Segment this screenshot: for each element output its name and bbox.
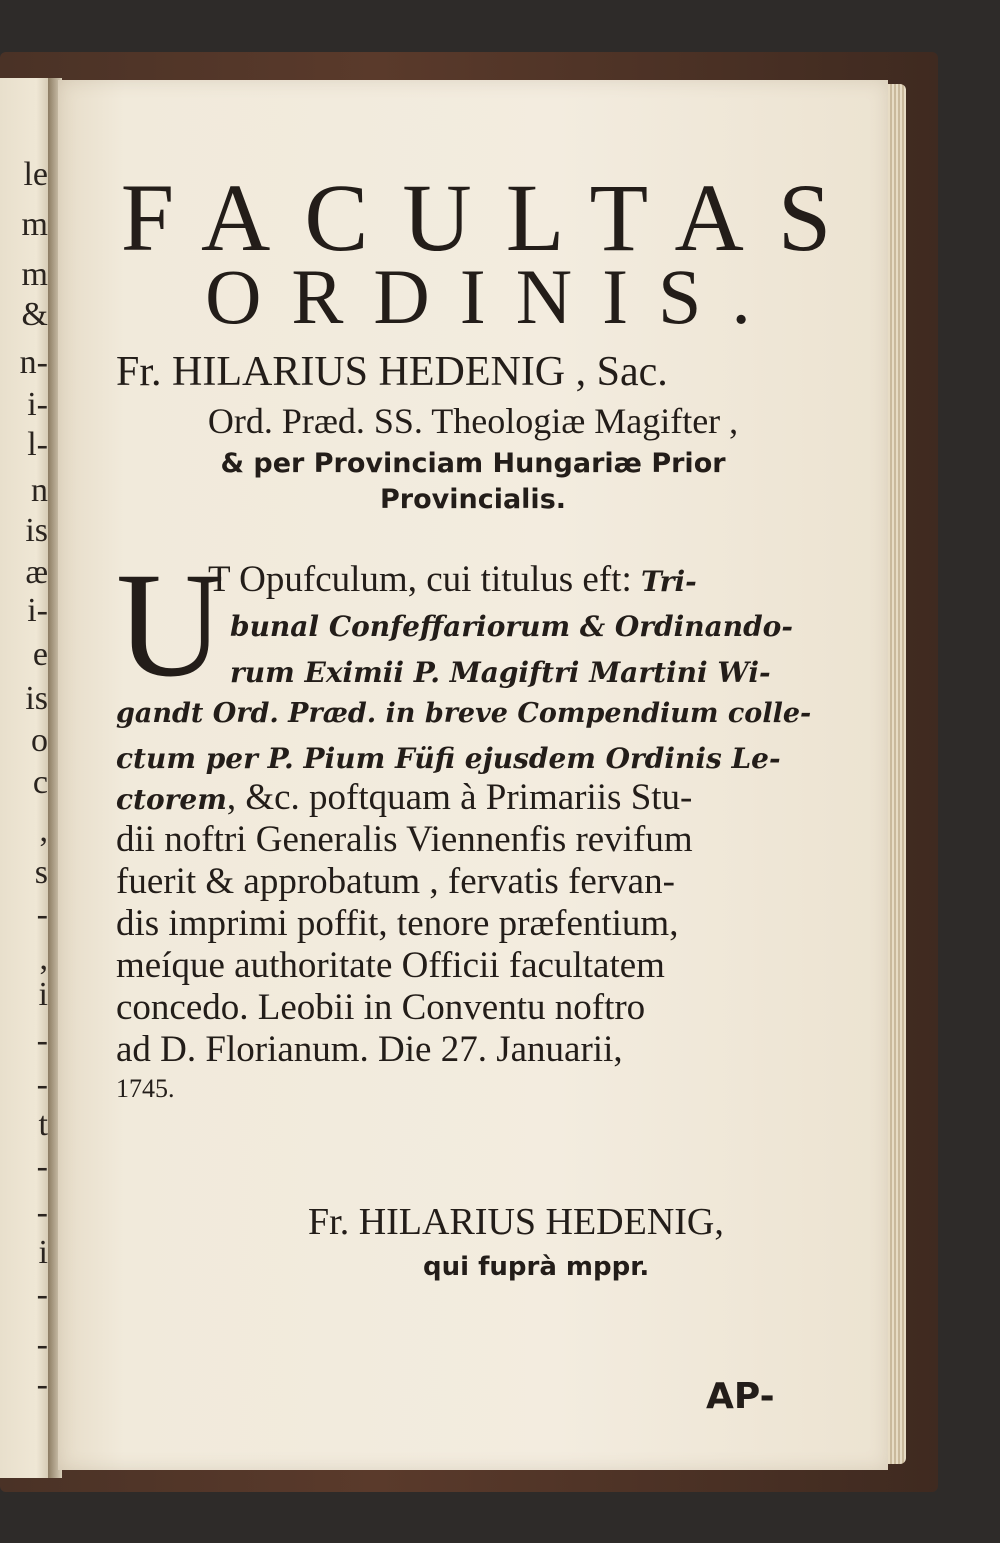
body-line-12: ad D. Florianum. Die 27. Januarii, [116,1029,623,1070]
body-line-1 [208,558,697,601]
left-page-fragment: - [36,1194,48,1231]
body-line-5: ctum per P. Pium Füfi ejusdem Ordinis Le- [116,742,781,775]
left-page-fragment: æ [25,554,48,591]
body-line-1-italic: Tri- [640,565,697,598]
body-line-8: fuerit & approbatum , fervatis fervan- [116,861,675,902]
body-line-7: dii noftri Generalis Viennenfis revifum [116,819,693,860]
left-page-fragment: n [31,472,48,509]
left-page-fragment: i- [27,592,48,629]
body-line-6-italic: ctorem [116,783,227,816]
header-line-3: & per Provinciam Hungariæ Prior [220,448,726,479]
body-line-10: meíque authoritate Officii facultatem [116,945,665,986]
left-page-fragment: - [36,1022,48,1059]
title-line-1: FACULTAS [120,164,866,271]
body-line-11: concedo. Leobii in Conventu noftro [116,987,646,1028]
left-page-fragment: is [25,512,48,549]
left-page-fragment: l- [27,426,48,463]
left-page-fragment: i- [27,386,48,423]
left-page-fragment: t [38,1106,48,1143]
left-page-edge [0,78,52,1478]
right-page [58,80,888,1470]
left-page-fragment: - [36,896,48,933]
left-page-fragment: is [25,680,48,717]
drop-cap: U [116,542,225,708]
left-page-fragment: - [36,1148,48,1185]
signature-name: Fr. HILARIUS HEDENIG, [308,1201,724,1243]
left-page-fragment: - [36,1326,48,1363]
body-line-2: bunal Confeffariorum & Ordinando- [230,610,793,643]
left-page-fragment: m [21,206,48,243]
header-line-2: Ord. Præd. SS. Theologiæ Magifter , [207,401,739,441]
title-line-2: ORDINIS. [205,253,781,340]
catchword: AP- [706,1376,775,1417]
left-page-fragment: i [38,1234,48,1271]
header-line-1: Fr. HILARIUS HEDENIG , Sac. [116,349,668,395]
left-page-fragment: , [39,812,48,849]
body-line-13: 1745. [116,1074,175,1103]
left-page-fragment: n- [19,344,48,381]
left-page-fragment: e [32,636,48,673]
body-line-9: dis imprimi poffit, tenore præfentium, [116,903,679,944]
body-line-1-text: T Opufculum, cui titulus eft: [208,559,641,600]
header-line-4: Provincialis. [379,484,567,515]
left-page-fragment: m [21,256,48,293]
left-page-fragment: , [39,940,48,977]
left-page-fragment: - [36,1366,48,1403]
body-line-4: gandt Ord. Præd. in breve Compendium colle- [116,698,812,729]
signature-note: qui fuprà mppr. [423,1252,650,1282]
left-page-fragment: o [31,722,48,759]
left-page-fragment: - [36,1276,48,1313]
body-line-3: rum Eximii P. Magiftri Martini Wi- [230,656,771,689]
left-page-fragment: s [34,854,48,891]
left-page-fragment: c [32,764,48,801]
body-line-6 [116,776,692,819]
left-page-fragment: & [21,296,48,333]
left-page-fragment: i [38,976,48,1013]
body-line-6-text: , &c. poftquam à Primariis Stu- [226,777,693,818]
left-page-fragment: le [23,156,48,193]
left-page-fragment: - [36,1066,48,1103]
